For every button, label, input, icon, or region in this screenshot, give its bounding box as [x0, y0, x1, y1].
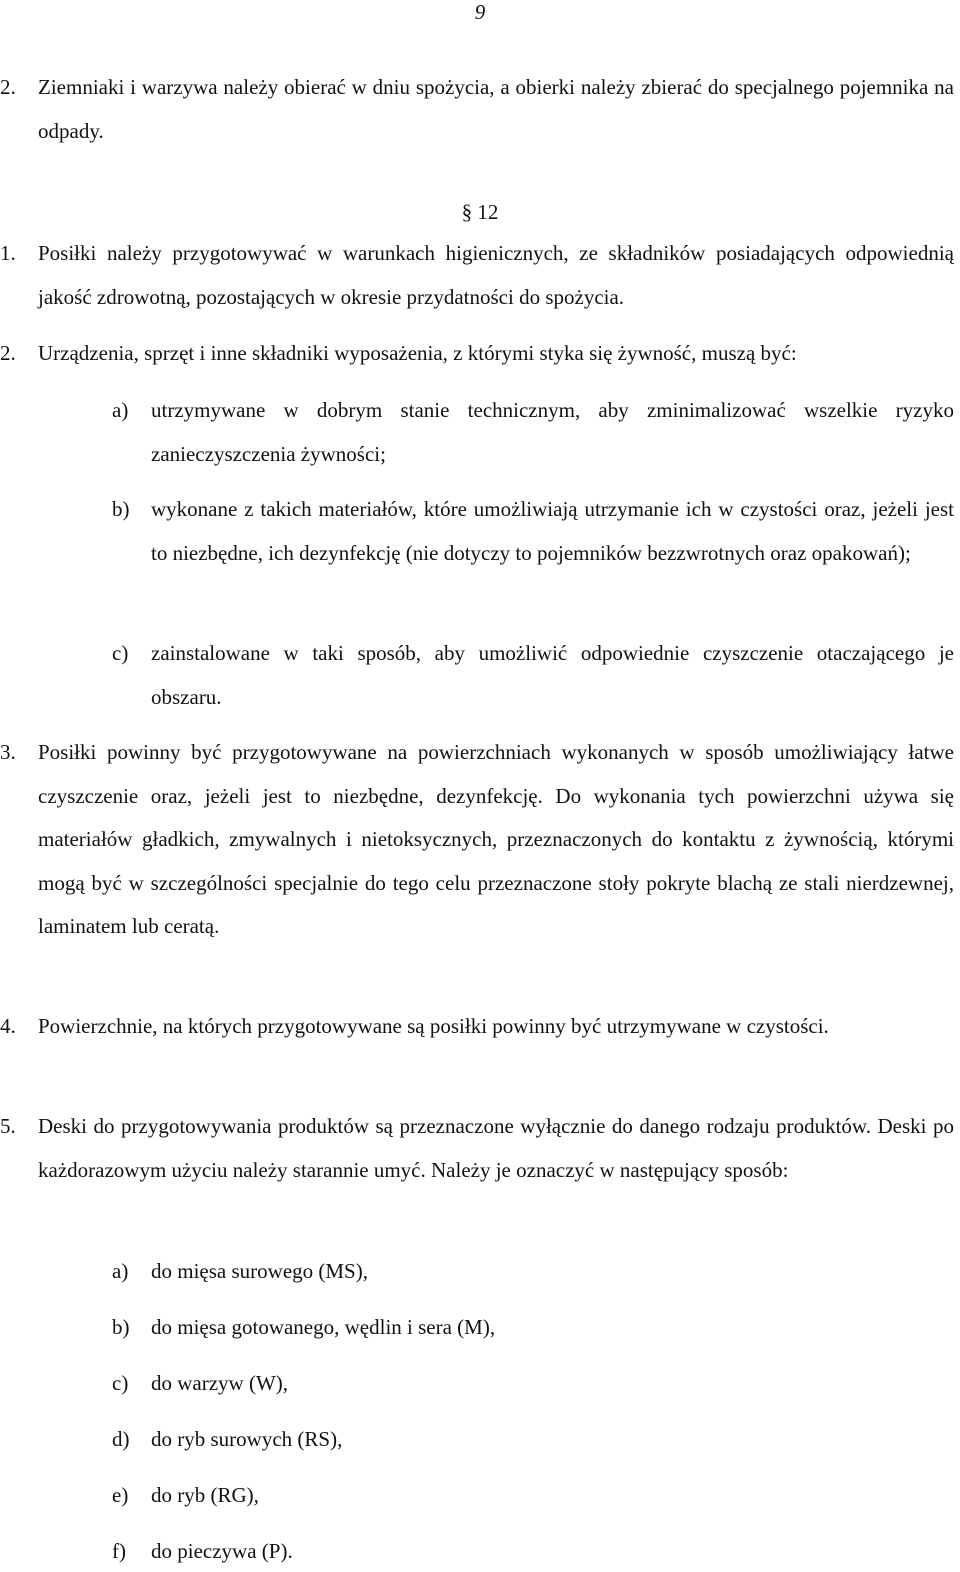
- list-item-text: zainstalowane w taki sposób, aby umożliwić odpowiednie czyszczenie otaczającego je obszaru.: [151, 641, 954, 709]
- list-item-marker: b): [112, 497, 130, 521]
- list-item-marker: c): [112, 1371, 129, 1395]
- list-item-text: do ryb (RG),: [151, 1483, 259, 1507]
- paragraph-number: 4.: [0, 1014, 16, 1038]
- list-item-text: do pieczywa (P).: [151, 1539, 293, 1563]
- list-item-2b: [112, 488, 954, 575]
- list-item-marker: f): [112, 1539, 126, 1563]
- list-item-marker: e): [112, 1483, 129, 1507]
- list-item-5a: [112, 1259, 368, 1283]
- section-heading: § 12: [461, 200, 499, 224]
- list-item-text: do ryb surowych (RS),: [151, 1427, 343, 1451]
- paragraph-prev-2: [0, 66, 954, 153]
- list-item-text: wykonane z takich materiałów, które umożliwiają utrzymanie ich w czystości oraz, jeżeli jest to niezbędne, ich dezynfekcję (nie dotyczy to pojemników bezzwrotnych oraz opakowań);: [151, 497, 954, 565]
- list-item-marker: a): [112, 1259, 129, 1283]
- paragraph-number: 2.: [0, 75, 16, 99]
- paragraph-text: Deski do przygotowywania produktów są przeznaczone wyłącznie do danego rodzaju produktów. Deski po każdorazowym użyciu należy starannie umyć. Należy je oznaczyć w następujący sposób:: [38, 1114, 954, 1182]
- paragraph-4: [0, 1005, 954, 1049]
- paragraph-number: 5.: [0, 1114, 16, 1138]
- paragraph-2: [0, 332, 954, 376]
- list-item-2a: [112, 389, 954, 476]
- paragraph-text: Posiłki powinny być przygotowywane na powierzchniach wykonanych w sposób umożliwiający łatwe czyszczenie oraz, jeżeli jest to niezbędne, dezynfekcję. Do wykonania tych powierzchni używa się materiałów gładkich, zmywalnych i nietoksycznych, przeznaczonych do kontaktu z żywnością, którymi mogą być w szczególności specjalnie do tego celu przeznaczone stoły pokryte blachą ze stali nierdzewnej, laminatem lub ceratą.: [38, 740, 954, 938]
- paragraph-5: [0, 1105, 954, 1192]
- paragraph-1: [0, 232, 954, 319]
- list-item-5c: [112, 1371, 288, 1395]
- list-item-5e: [112, 1483, 259, 1507]
- paragraph-text: Ziemniaki i warzywa należy obierać w dniu spożycia, a obierki należy zbierać do specjalnego pojemnika na odpady.: [38, 75, 954, 143]
- list-item-5d: [112, 1427, 342, 1451]
- paragraph-number: 1.: [0, 241, 16, 265]
- list-item-text: do warzyw (W),: [151, 1371, 289, 1395]
- list-item-5b: [112, 1315, 495, 1339]
- paragraph-text: Urządzenia, sprzęt i inne składniki wyposażenia, z którymi styka się żywność, muszą być:: [38, 341, 797, 365]
- paragraph-3: [0, 731, 954, 949]
- list-item-5f: [112, 1539, 293, 1563]
- list-item-text: utrzymywane w dobrym stanie technicznym, aby zminimalizować wszelkie ryzyko zanieczyszczenia żywności;: [151, 398, 954, 466]
- page-number: 9: [474, 0, 486, 24]
- paragraph-number: 3.: [0, 740, 16, 764]
- list-item-marker: c): [112, 641, 129, 665]
- list-item-text: do mięsa gotowanego, wędlin i sera (M),: [151, 1315, 496, 1339]
- paragraph-text: Posiłki należy przygotowywać w warunkach higienicznych, ze składników posiadających odpowiednią jakość zdrowotną, pozostających w okresie przydatności do spożycia.: [38, 241, 954, 309]
- list-item-marker: d): [112, 1427, 130, 1451]
- list-item-text: do mięsa surowego (MS),: [151, 1259, 368, 1283]
- list-item-marker: b): [112, 1315, 130, 1339]
- list-item-marker: a): [112, 398, 129, 422]
- list-item-2c: [112, 632, 954, 719]
- paragraph-text: Powierzchnie, na których przygotowywane są posiłki powinny być utrzymywane w czystości.: [38, 1014, 829, 1038]
- paragraph-number: 2.: [0, 341, 16, 365]
